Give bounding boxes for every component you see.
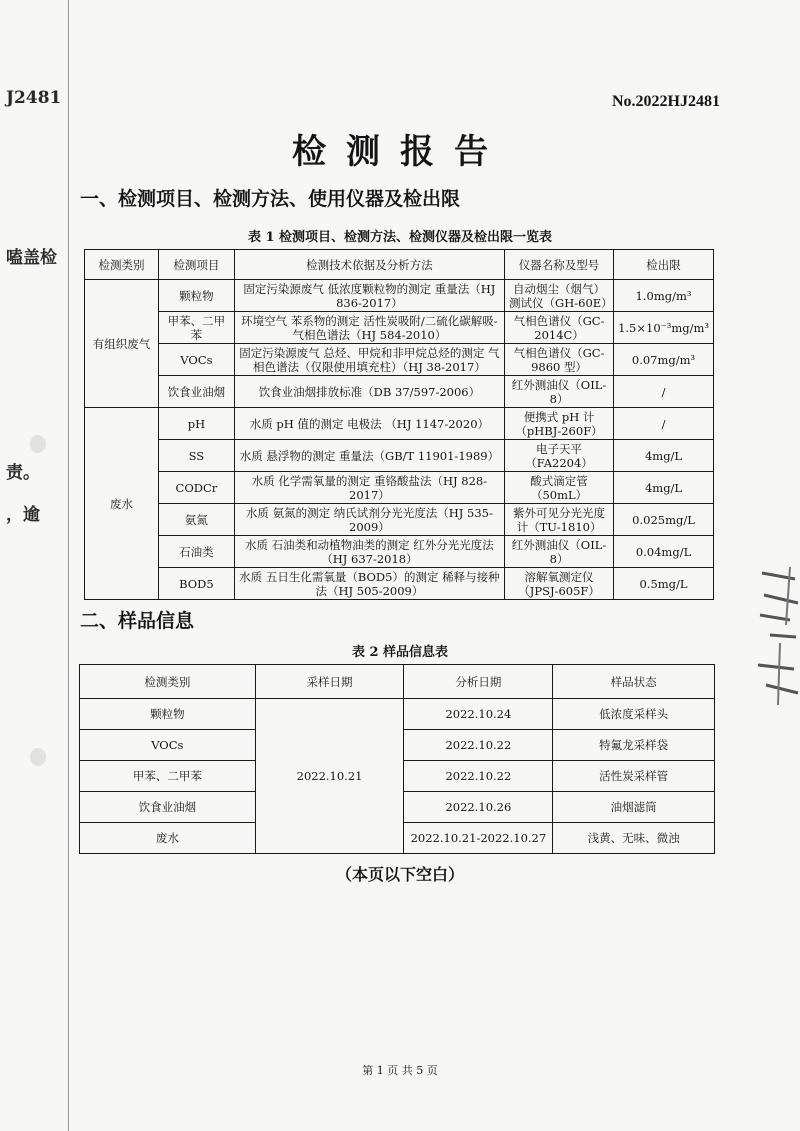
table1-caption: 表 1 检测项目、检测方法、检测仪器及检出限一览表 — [247, 230, 553, 245]
limit-cell: 0.025mg/L — [614, 504, 714, 536]
item-cell: pH — [159, 408, 235, 440]
margin-text-fragment: ，逾 — [6, 505, 40, 525]
item-cell: 甲苯、二甲苯 — [159, 312, 235, 344]
sample-status-cell: 低浓度采样头 — [553, 699, 715, 730]
instrument-cell: 紫外可见分光光度计（TU-1810） — [505, 504, 614, 536]
sample-category-cell: 颗粒物 — [80, 699, 256, 730]
binding-hole — [30, 435, 46, 453]
method-cell: 固定污染源废气 低浓度颗粒物的测定 重量法（HJ 836-2017） — [234, 280, 504, 312]
item-cell: 饮食业油烟 — [159, 376, 235, 408]
analysis-date-cell: 2022.10.21-2022.10.27 — [404, 823, 553, 854]
method-cell: 水质 化学需氧量的测定 重铬酸盐法（HJ 828-2017） — [234, 472, 504, 504]
instrument-cell: 电子天平（FA2204） — [505, 440, 614, 472]
item-cell: VOCs — [159, 344, 235, 376]
method-cell: 水质 pH 值的测定 电极法 （HJ 1147-2020） — [234, 408, 504, 440]
analysis-date-cell: 2022.10.24 — [404, 699, 553, 730]
instrument-cell: 自动烟尘（烟气）测试仪（GH-60E） — [505, 280, 614, 312]
item-cell: CODCr — [159, 472, 235, 504]
report-number: No.2022HJ2481 — [612, 93, 720, 110]
column-header: 检测类别 — [80, 665, 256, 699]
margin-text-fragment: 嗑盖检 — [6, 248, 57, 268]
category-cell: 有组织废气 — [85, 280, 159, 408]
limit-cell: 4mg/L — [614, 440, 714, 472]
sampling-date-cell: 2022.10.21 — [255, 699, 404, 854]
method-cell: 水质 五日生化需氧量（BOD5）的测定 稀释与接种法（HJ 505-2009） — [234, 568, 504, 600]
sample-status-cell: 油烟滤筒 — [553, 792, 715, 823]
method-cell: 水质 氨氮的测定 纳氏试剂分光光度法（HJ 535-2009） — [234, 504, 504, 536]
table2-caption: 表 2 样品信息表 — [351, 645, 449, 660]
instrument-cell: 红外测油仪（OIL-8） — [505, 536, 614, 568]
column-header: 采样日期 — [255, 665, 404, 699]
item-cell: 颗粒物 — [159, 280, 235, 312]
item-cell: BOD5 — [159, 568, 235, 600]
sample-category-cell: 饮食业油烟 — [80, 792, 256, 823]
sample-status-cell: 特氟龙采样袋 — [553, 730, 715, 761]
item-cell: SS — [159, 440, 235, 472]
limit-cell: 4mg/L — [614, 472, 714, 504]
category-cell: 废水 — [85, 408, 159, 600]
instrument-cell: 溶解氧测定仪（JPSJ-605F） — [505, 568, 614, 600]
limit-cell: / — [614, 376, 714, 408]
analysis-date-cell: 2022.10.26 — [404, 792, 553, 823]
instrument-cell: 便携式 pH 计（pHBJ-260F） — [505, 408, 614, 440]
sample-status-cell: 活性炭采样管 — [553, 761, 715, 792]
blank-below-note: （本页以下空白） — [335, 865, 464, 884]
method-cell: 固定污染源废气 总烃、甲烷和非甲烷总烃的测定 气相色谱法（仅限使用填充柱）（HJ 38-2017） — [234, 344, 504, 376]
sample-category-cell: 甲苯、二甲苯 — [80, 761, 256, 792]
limit-cell: 0.04mg/L — [614, 536, 714, 568]
instrument-cell: 酸式滴定管（50mL） — [505, 472, 614, 504]
detection-methods-table — [84, 249, 714, 600]
section-heading-2: 二、样品信息 — [80, 610, 195, 632]
limit-cell: 1.5×10⁻³mg/m³ — [614, 312, 714, 344]
analysis-date-cell: 2022.10.22 — [404, 730, 553, 761]
limit-cell: 0.5mg/L — [614, 568, 714, 600]
instrument-cell: 气相色谱仪（GC-2014C） — [505, 312, 614, 344]
item-cell: 氨氮 — [159, 504, 235, 536]
column-header: 检测技术依据及分析方法 — [234, 250, 504, 280]
column-header: 检测项目 — [159, 250, 235, 280]
method-cell: 饮食业油烟排放标准（DB 37/597-2006） — [234, 376, 504, 408]
limit-cell: / — [614, 408, 714, 440]
binding-hole — [30, 748, 46, 766]
limit-cell: 0.07mg/m³ — [614, 344, 714, 376]
page-footer: 第 1 页 共 5 页 — [362, 1064, 438, 1077]
sample-category-cell: 废水 — [80, 823, 256, 854]
margin-report-code: J2481 — [6, 88, 62, 108]
method-cell: 水质 石油类和动植物油类的测定 红外分光光度法（HJ 637-2018） — [234, 536, 504, 568]
method-cell: 环境空气 苯系物的测定 活性炭吸附/二硫化碳解吸-气相色谱法（HJ 584-2010） — [234, 312, 504, 344]
method-cell: 水质 悬浮物的测定 重量法（GB/T 11901-1989） — [234, 440, 504, 472]
item-cell: 石油类 — [159, 536, 235, 568]
column-header: 样品状态 — [553, 665, 715, 699]
page-title: 检测报告 — [292, 132, 508, 172]
section-heading-1: 一、检测项目、检测方法、使用仪器及检出限 — [80, 188, 461, 210]
limit-cell: 1.0mg/m³ — [614, 280, 714, 312]
margin-text-fragment: 责。 — [6, 463, 40, 483]
sample-info-table — [79, 664, 715, 854]
column-header: 仪器名称及型号 — [505, 250, 614, 280]
sample-status-cell: 浅黄、无味、微浊 — [553, 823, 715, 854]
column-header: 检出限 — [614, 250, 714, 280]
column-header: 检测类别 — [85, 250, 159, 280]
column-header: 分析日期 — [404, 665, 553, 699]
analysis-date-cell: 2022.10.22 — [404, 761, 553, 792]
instrument-cell: 气相色谱仪（GC-9860 型） — [505, 344, 614, 376]
instrument-cell: 红外测油仪（OIL-8） — [505, 376, 614, 408]
seal-stamp-fragment — [750, 565, 800, 710]
sample-category-cell: VOCs — [80, 730, 256, 761]
